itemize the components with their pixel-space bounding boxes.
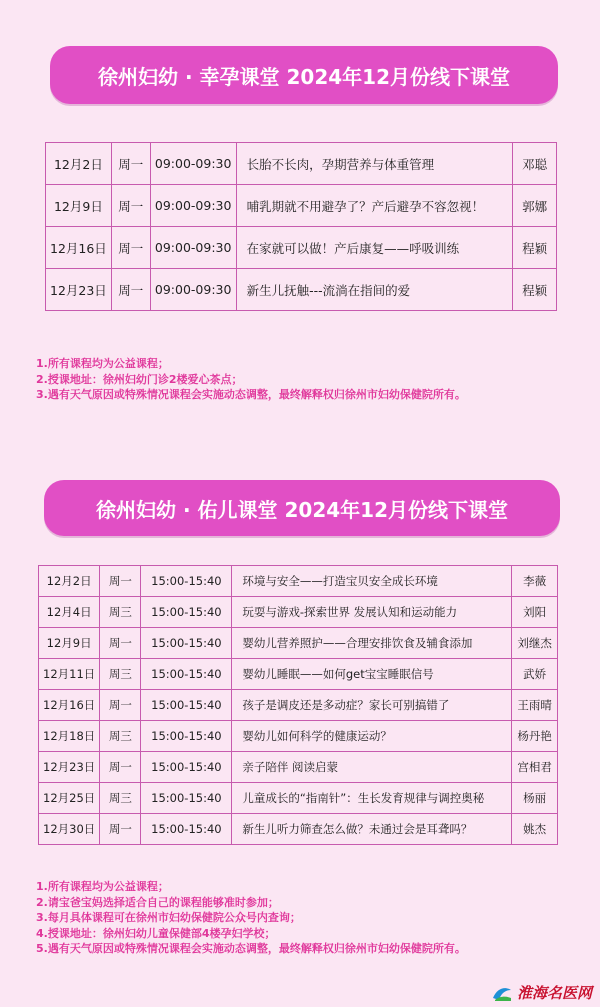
table-row [46, 269, 557, 311]
cell-topic: 婴幼儿营养照护——合理安排饮食及辅食添加 [232, 628, 512, 659]
table-row [39, 597, 558, 628]
cell-date: 12月2日 [46, 143, 112, 185]
cell-teacher: 刘阳 [512, 597, 558, 628]
cell-weekday: 周一 [100, 566, 141, 597]
section1-title-banner [50, 46, 558, 104]
section2-title: 徐州妇幼 · 佑儿课堂 2024年12月份线下课堂 [96, 497, 508, 522]
watermark-text: 淮海名医网 [516, 984, 592, 1002]
cell-weekday: 周三 [100, 783, 141, 814]
note-line: 1.所有课程均为公益课程； [36, 880, 169, 893]
cell-time: 09:00-09:30 [150, 185, 236, 227]
section1-schedule-table [45, 142, 557, 311]
cell-teacher: 刘继杰 [512, 628, 558, 659]
cell-teacher: 姚杰 [512, 814, 558, 845]
cell-topic: 婴幼儿睡眠——如何get宝宝睡眠信号 [232, 659, 512, 690]
note-line: 5.遇有天气原因或特殊情况课程会实施动态调整，最终解释权归徐州市妇幼保健院所有。 [36, 942, 466, 955]
cell-date: 12月11日 [39, 659, 100, 690]
cell-date: 12月16日 [39, 690, 100, 721]
table-row [39, 659, 558, 690]
note-line: 3.每月具体课程可在徐州市妇幼保健院公众号内查询； [36, 911, 301, 924]
cell-date: 12月23日 [39, 752, 100, 783]
note-line: 2.请宝爸宝妈选择适合自己的课程能够准时参加； [36, 895, 279, 909]
cell-time: 15:00-15:40 [141, 690, 232, 721]
cell-weekday: 周一 [100, 814, 141, 845]
cell-date: 12月30日 [39, 814, 100, 845]
table-row [46, 185, 557, 227]
watermark [491, 982, 592, 1003]
cell-weekday: 周三 [100, 597, 141, 628]
section2-schedule-table [38, 565, 558, 845]
cell-teacher: 邓聪 [513, 143, 557, 185]
cell-weekday: 周一 [111, 227, 150, 269]
cell-teacher: 王雨晴 [512, 690, 558, 721]
table-row [39, 690, 558, 721]
cell-date: 12月16日 [46, 227, 112, 269]
table-row [39, 814, 558, 845]
cell-weekday: 周一 [100, 752, 141, 783]
cell-topic: 在家就可以做！产后康复——呼吸训练 [236, 227, 513, 269]
cell-time: 15:00-15:40 [141, 566, 232, 597]
cell-teacher: 郭娜 [513, 185, 557, 227]
section1-notes [36, 356, 466, 403]
cell-topic: 婴幼儿如何科学的健康运动？ [232, 721, 512, 752]
note-line: 1.所有课程均为公益课程； [36, 357, 169, 370]
cell-date: 12月23日 [46, 269, 112, 311]
cell-teacher: 杨丽 [512, 783, 558, 814]
cell-time: 15:00-15:40 [141, 752, 232, 783]
cell-time: 15:00-15:40 [141, 721, 232, 752]
section2-notes [36, 879, 466, 957]
cell-teacher: 李薇 [512, 566, 558, 597]
cell-date: 12月25日 [39, 783, 100, 814]
cell-time: 09:00-09:30 [150, 269, 236, 311]
table-row [39, 566, 558, 597]
cell-topic: 哺乳期就不用避孕了？产后避孕不容忽视！ [236, 185, 513, 227]
note-line: 3.遇有天气原因或特殊情况课程会实施动态调整，最终解释权归徐州市妇幼保健院所有。 [36, 388, 466, 401]
cell-topic: 长胎不长肉，孕期营养与体重管理 [236, 143, 513, 185]
note-line: 4.授课地址：徐州妇幼儿童保健部4楼孕妇学校； [36, 926, 276, 940]
cell-time: 09:00-09:30 [150, 143, 236, 185]
cell-topic: 玩耍与游戏-探索世界 发展认知和运动能力 [232, 597, 512, 628]
cell-teacher: 程颖 [513, 227, 557, 269]
cell-date: 12月18日 [39, 721, 100, 752]
table-row [46, 143, 557, 185]
cell-date: 12月4日 [39, 597, 100, 628]
table-row [39, 721, 558, 752]
cell-date: 12月9日 [46, 185, 112, 227]
cell-teacher: 武娇 [512, 659, 558, 690]
cell-weekday: 周三 [100, 721, 141, 752]
cell-topic: 新生儿听力筛查怎么做？未通过会是耳聋吗？ [232, 814, 512, 845]
note-line: 2.授课地址：徐州妇幼门诊2楼爱心茶点； [36, 372, 243, 386]
cell-weekday: 周三 [100, 659, 141, 690]
table-row [39, 752, 558, 783]
table-row [46, 227, 557, 269]
cell-weekday: 周一 [100, 628, 141, 659]
cell-weekday: 周一 [100, 690, 141, 721]
cell-teacher: 宫相君 [512, 752, 558, 783]
cell-topic: 儿童成长的“指南针”：生长发育规律与调控奥秘 [232, 783, 512, 814]
cell-time: 15:00-15:40 [141, 597, 232, 628]
cell-time: 15:00-15:40 [141, 628, 232, 659]
cell-teacher: 程颖 [513, 269, 557, 311]
cell-time: 15:00-15:40 [141, 659, 232, 690]
cell-topic: 环境与安全——打造宝贝安全成长环境 [232, 566, 512, 597]
table-row [39, 628, 558, 659]
cell-weekday: 周一 [111, 185, 150, 227]
logo-icon [491, 984, 513, 1002]
cell-topic: 新生儿抚触---流淌在指间的爱 [236, 269, 513, 311]
table-row [39, 783, 558, 814]
cell-weekday: 周一 [111, 143, 150, 185]
cell-date: 12月2日 [39, 566, 100, 597]
section2-title-banner [44, 480, 560, 536]
cell-time: 15:00-15:40 [141, 814, 232, 845]
cell-topic: 亲子陪伴 阅读启蒙 [232, 752, 512, 783]
cell-topic: 孩子是调皮还是多动症？家长可别搞错了 [232, 690, 512, 721]
cell-weekday: 周一 [111, 269, 150, 311]
cell-time: 09:00-09:30 [150, 227, 236, 269]
cell-time: 15:00-15:40 [141, 783, 232, 814]
cell-date: 12月9日 [39, 628, 100, 659]
section1-title: 徐州妇幼 · 幸孕课堂 2024年12月份线下课堂 [98, 64, 510, 89]
cell-teacher: 杨丹艳 [512, 721, 558, 752]
